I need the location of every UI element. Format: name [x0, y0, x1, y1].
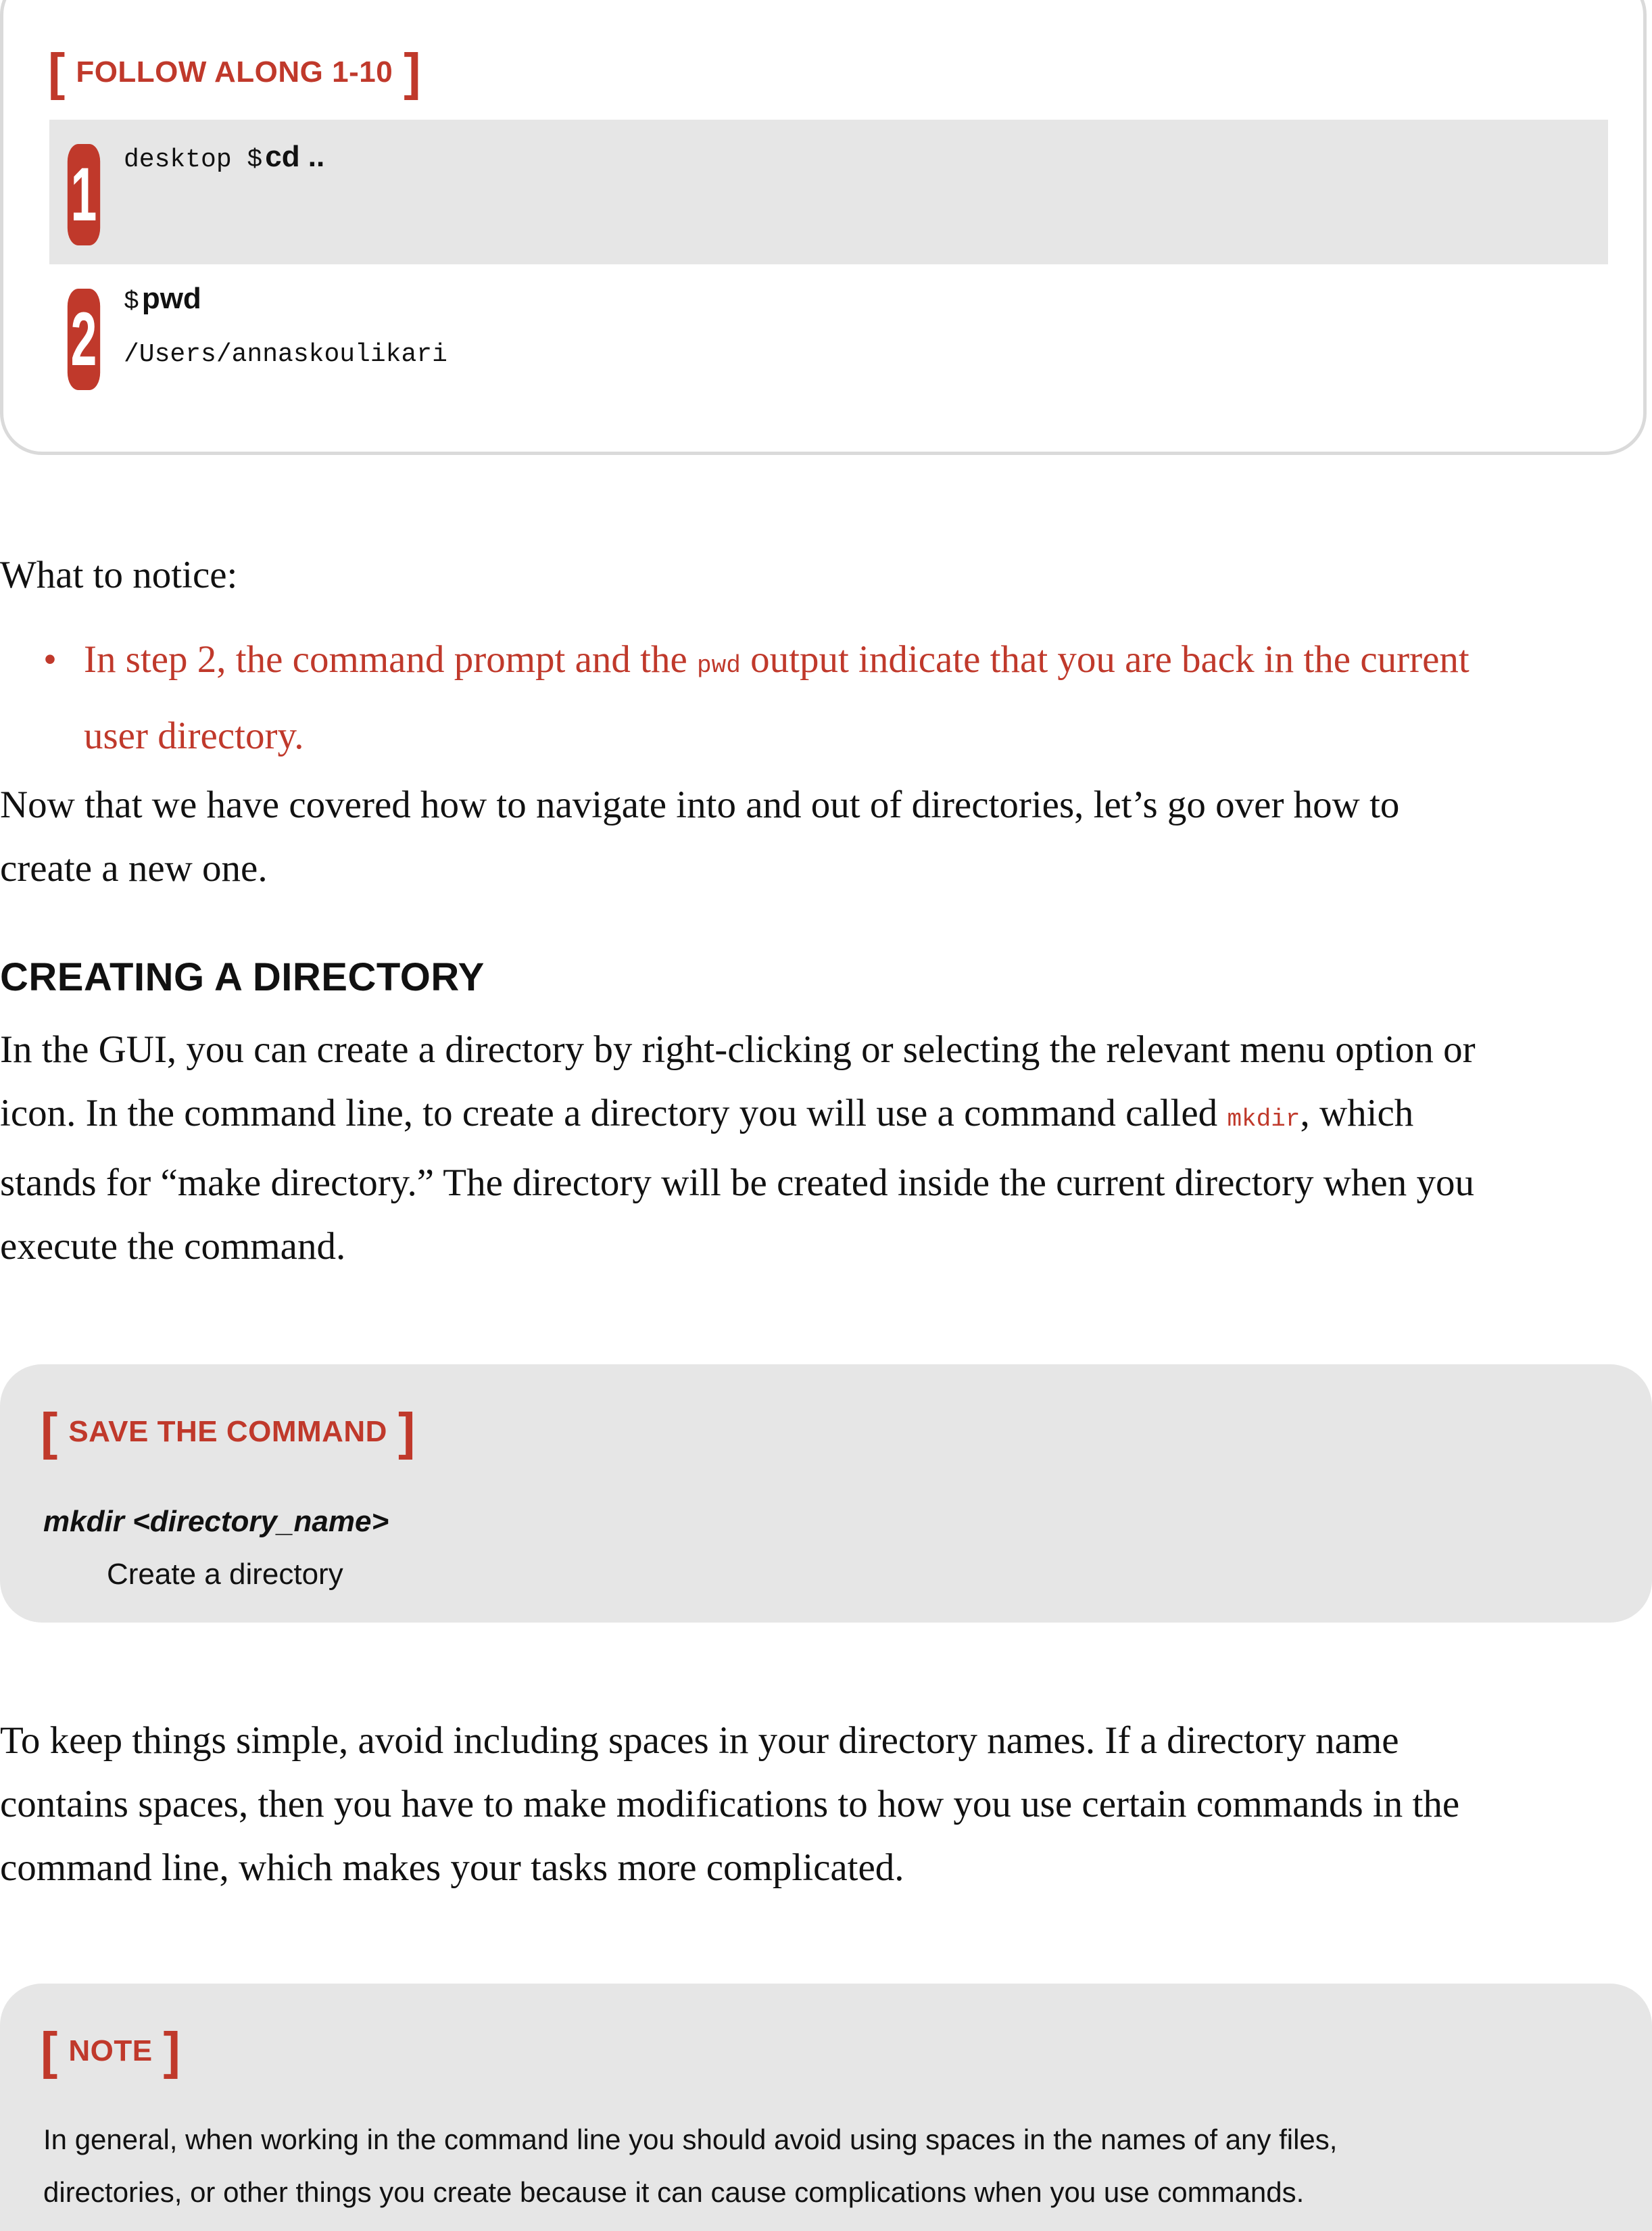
section-line-2-pre: icon. In the command line, to create a directory you will use a command called [0, 1092, 1228, 1134]
section-line-2-post: , which [1300, 1092, 1414, 1134]
spaces-line-3: command line, which makes your tasks more complicated. [0, 1846, 904, 1889]
notice-bullet-text [84, 625, 1652, 771]
bracket-close: ] [163, 2022, 180, 2080]
note-line-2: directories, or other things you create because it can cause complications when you use commands. [43, 2176, 1305, 2208]
step-2-command: pwd [141, 282, 201, 315]
note-heading [41, 2022, 180, 2080]
save-command-description: Create a directory [107, 1558, 343, 1591]
spaces-line-1: To keep things simple, avoid including spaces in your directory names. If a directory name [0, 1719, 1399, 1762]
spaces-paragraph [0, 1709, 1636, 1900]
notice-bullet-post: output indicate that you are back in the current [740, 638, 1469, 681]
follow-along-title: FOLLOW ALONG 1-10 [76, 55, 393, 89]
follow-along-box [0, 0, 1647, 455]
save-command-term: mkdir <directory_name> [43, 1505, 389, 1538]
section-line-1: In the GUI, you can create a directory by right-clicking or selecting the relevant menu option or [0, 1028, 1476, 1071]
section-paragraph [0, 1018, 1636, 1278]
step-1-command: cd .. [265, 140, 325, 173]
bracket-open: [ [41, 1403, 58, 1460]
step-2-output: /Users/annaskoulikari [124, 340, 447, 369]
section-line-3: stands for “make directory.” The directory will be created inside the current directory when you [0, 1161, 1474, 1204]
transition-paragraph [0, 773, 1636, 901]
transition-line-1: Now that we have covered how to navigate into and out of directories, let’s go over how to [0, 784, 1400, 826]
bracket-open: [ [41, 2022, 58, 2080]
notice-title: What to notice: [0, 554, 238, 596]
save-command-heading [41, 1403, 416, 1460]
notice-bullet [43, 625, 1618, 767]
notice-bullet-code: pwd [697, 652, 741, 679]
mkdir-inline-code: mkdir [1227, 1105, 1301, 1133]
save-command-title: SAVE THE COMMAND [68, 1415, 387, 1448]
section-line-4: execute the command. [0, 1225, 346, 1268]
follow-along-heading [48, 43, 421, 101]
step-1-command-line [124, 140, 324, 174]
transition-line-2: create a new one. [0, 847, 268, 890]
notice-bullet-line-1 [84, 625, 1652, 701]
bullet-icon: • [43, 638, 57, 681]
step-1-row [49, 120, 1608, 264]
step-2-prompt: $ [124, 287, 139, 316]
save-command-callout [0, 1364, 1652, 1623]
spaces-line-2: contains spaces, then you have to make modifications to how you use certain commands in the [0, 1783, 1460, 1825]
note-title: NOTE [68, 2034, 153, 2067]
step-2-badge-icon: 2 [68, 289, 100, 390]
bracket-close: ] [397, 1403, 416, 1460]
step-2-command-line [124, 282, 201, 316]
note-callout [0, 1984, 1652, 2231]
step-2-row [49, 264, 1608, 420]
section-heading: CREATING A DIRECTORY [0, 955, 485, 999]
step-1-badge-icon: 1 [68, 144, 100, 245]
bracket-open: [ [48, 43, 66, 101]
section-line-2 [0, 1082, 1636, 1151]
note-line-1: In general, when working in the command line you should avoid using spaces in the names of any files, [43, 2124, 1338, 2155]
notice-bullet-pre: In step 2, the command prompt and the [84, 638, 698, 681]
bracket-close: ] [404, 43, 421, 101]
step-1-prompt: desktop $ [124, 145, 263, 174]
note-text [43, 2113, 1598, 2219]
notice-bullet-line-2: user directory. [84, 715, 304, 757]
